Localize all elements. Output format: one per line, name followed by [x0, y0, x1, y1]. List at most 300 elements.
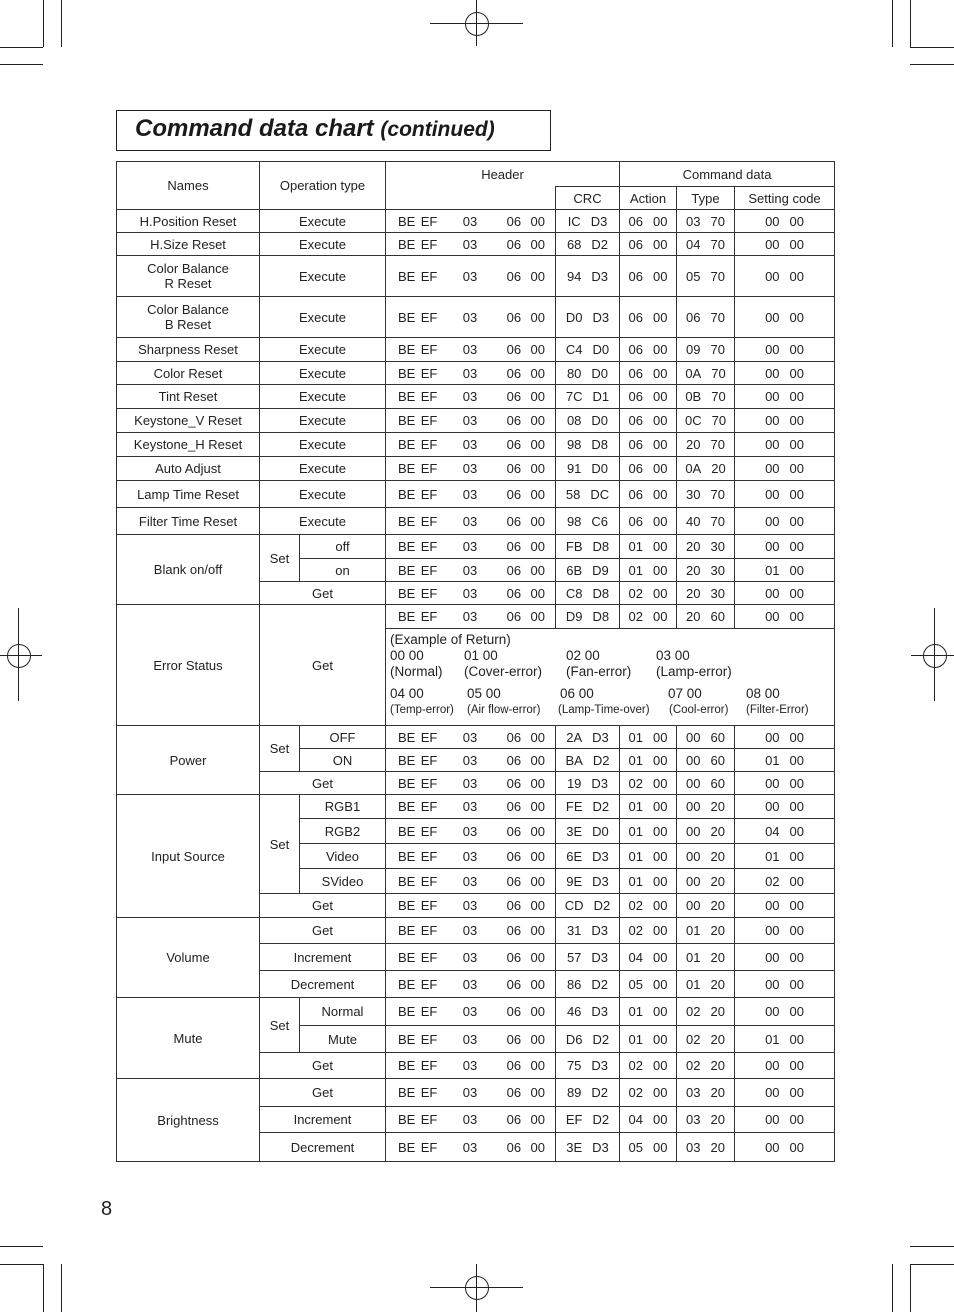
crc-cell-byte: D6 — [565, 1031, 583, 1047]
crc-cell-byte: D3 — [591, 268, 609, 284]
registration-mark — [476, 1264, 477, 1312]
setting-code-cell-byte: 00 — [789, 949, 804, 965]
type-cell — [677, 256, 735, 297]
hdr-byte: 03 — [462, 461, 478, 476]
row-name: Error Status — [153, 657, 223, 673]
type-cell-byte: 20 — [710, 848, 725, 864]
type-cell-byte: 20 — [686, 437, 701, 452]
hdr-byte: 00 — [530, 898, 545, 913]
action-cell — [620, 819, 677, 844]
crc-cell — [556, 409, 620, 433]
crc-cell — [556, 795, 620, 819]
type-cell-byte: 20 — [710, 799, 725, 814]
hdr-byte: 06 — [506, 609, 522, 624]
crc-cell-byte: D3 — [591, 923, 609, 938]
setting-code-cell-byte: 00 — [789, 799, 804, 814]
crc-cell-byte: 91 — [566, 461, 582, 476]
action-cell-byte: 01 — [628, 562, 644, 578]
crc-cell-byte: D3 — [591, 775, 609, 791]
hdr-byte: EF — [420, 609, 438, 624]
name-cell — [117, 535, 260, 605]
type-cell-byte: 00 — [686, 775, 701, 791]
header-bytes — [386, 457, 556, 481]
operation-cell: Execute — [260, 457, 386, 481]
header-bytes — [386, 605, 556, 629]
hdr-byte: 00 — [530, 342, 545, 357]
crop-mark — [910, 1264, 954, 1265]
name-cell — [117, 918, 260, 998]
setting-code-cell — [735, 535, 835, 559]
hdr-byte: 00 — [530, 585, 545, 601]
operation-cell: Execute — [260, 233, 386, 256]
hdr-byte: 00 — [530, 823, 545, 839]
type-cell — [677, 535, 735, 559]
crc-cell-byte: D0 — [565, 309, 583, 325]
setting-code-cell-byte: 00 — [789, 1004, 804, 1019]
type-cell — [677, 385, 735, 409]
type-cell — [677, 749, 735, 772]
hdr-byte: 03 — [462, 513, 478, 529]
command-table-wrapper — [116, 161, 834, 1162]
crc-cell-byte: D2 — [592, 1031, 610, 1047]
action-cell-byte: 06 — [628, 309, 644, 325]
type-cell-byte: 20 — [710, 923, 725, 938]
hdr-byte: 00 — [530, 389, 545, 404]
header-bytes — [386, 869, 556, 894]
crc-cell-byte: D0 — [591, 413, 609, 428]
sub-operation-cell: on — [300, 559, 386, 582]
crc-cell — [556, 605, 620, 629]
crc-cell-byte: D2 — [591, 1085, 609, 1100]
hdr-byte: BE — [398, 949, 416, 965]
crc-cell-byte: D9 — [565, 609, 583, 624]
action-cell-byte: 00 — [653, 539, 668, 554]
header-bytes — [386, 582, 556, 605]
hdr-byte: 03 — [462, 585, 478, 601]
row-name: Keystone_V Reset — [134, 413, 242, 428]
crc-cell — [556, 944, 620, 971]
header-bytes — [386, 409, 556, 433]
hdr-byte: EF — [420, 898, 438, 913]
crc-cell-byte: D3 — [592, 309, 610, 325]
hdr-byte: BE — [398, 976, 416, 992]
setting-code-cell-byte: 00 — [789, 539, 804, 554]
type-cell-byte: 05 — [686, 268, 701, 284]
action-cell-byte: 00 — [653, 729, 668, 745]
crc-cell — [556, 559, 620, 582]
crc-cell — [556, 582, 620, 605]
type-cell — [677, 1107, 735, 1133]
hdr-byte: BE — [398, 898, 416, 913]
type-cell-byte: 70 — [710, 309, 725, 325]
row-name: Tint Reset — [158, 389, 218, 404]
hdr-byte: 00 — [530, 848, 545, 864]
crc-cell-byte: 6E — [566, 848, 583, 864]
action-cell — [620, 1053, 677, 1079]
type-cell — [677, 508, 735, 535]
title-box — [116, 110, 551, 151]
type-cell — [677, 844, 735, 869]
crc-cell-byte: FE — [565, 799, 583, 814]
action-cell-byte: 02 — [628, 1058, 644, 1073]
type-cell-byte: 09 — [686, 342, 701, 357]
table-row — [117, 256, 835, 297]
registration-mark — [465, 12, 489, 36]
type-cell — [677, 233, 735, 256]
action-cell-byte: 01 — [628, 729, 644, 745]
hdr-byte: 06 — [506, 342, 522, 357]
header-type: Type — [677, 187, 735, 210]
action-cell-byte: 01 — [628, 799, 644, 814]
header-bytes — [386, 385, 556, 409]
hdr-byte: BE — [398, 1139, 416, 1155]
action-cell — [620, 894, 677, 918]
header-crc: CRC — [556, 187, 620, 210]
hdr-byte: EF — [420, 309, 438, 325]
crc-cell-byte: 19 — [566, 775, 582, 791]
table-row — [117, 918, 835, 944]
type-cell-byte: 20 — [710, 949, 725, 965]
setting-code-cell-byte: 00 — [789, 1112, 804, 1127]
hdr-byte: 00 — [530, 949, 545, 965]
setting-code-cell-byte: 00 — [765, 976, 780, 992]
hdr-byte: BE — [398, 923, 416, 938]
crc-cell-byte: C4 — [565, 342, 583, 357]
type-cell-byte: 70 — [710, 213, 725, 229]
action-cell-byte: 00 — [653, 342, 668, 357]
setting-code-cell-byte: 00 — [789, 437, 804, 452]
crc-cell — [556, 256, 620, 297]
hdr-byte: 03 — [462, 823, 478, 839]
setting-code-cell-byte: 00 — [765, 513, 780, 529]
hdr-byte: BE — [398, 389, 416, 404]
crc-cell — [556, 535, 620, 559]
type-cell-byte: 30 — [686, 486, 701, 502]
setting-code-cell-byte: 00 — [765, 486, 780, 502]
header-bytes — [386, 726, 556, 749]
hdr-byte: 03 — [462, 539, 478, 554]
hdr-byte: BE — [398, 513, 416, 529]
error-example-cell — [386, 629, 835, 726]
setting-code-cell-byte: 00 — [789, 848, 804, 864]
action-cell-byte: 00 — [653, 213, 668, 229]
hdr-byte: 03 — [462, 775, 478, 791]
type-cell — [677, 1026, 735, 1053]
hdr-byte: BE — [398, 486, 416, 502]
setting-code-cell-byte: 00 — [789, 389, 804, 404]
type-cell-byte: 70 — [710, 513, 725, 529]
hdr-byte: BE — [398, 1112, 416, 1127]
hdr-byte: EF — [420, 513, 438, 529]
hdr-byte: 03 — [462, 1031, 478, 1047]
hdr-byte: 06 — [506, 213, 522, 229]
type-cell-byte: 20 — [686, 585, 701, 601]
setting-code-cell-byte: 00 — [765, 1085, 780, 1100]
setting-code-cell-byte: 00 — [789, 823, 804, 839]
hdr-byte: 03 — [462, 898, 478, 913]
crc-cell-byte: D8 — [591, 437, 609, 452]
hdr-byte: 00 — [530, 309, 545, 325]
hdr-byte: BE — [398, 309, 416, 325]
title-main-text: Command data chart — [135, 115, 374, 142]
setting-code-cell — [735, 1053, 835, 1079]
hdr-byte: 03 — [462, 1139, 478, 1155]
action-cell — [620, 457, 677, 481]
header-bytes — [386, 256, 556, 297]
table-row — [117, 998, 835, 1026]
name-cell — [117, 233, 260, 256]
action-cell-byte: 00 — [653, 1004, 668, 1019]
action-cell-byte: 06 — [628, 486, 644, 502]
action-cell-byte: 05 — [628, 976, 644, 992]
type-cell — [677, 582, 735, 605]
row-name: H.Position Reset — [139, 213, 237, 229]
action-cell — [620, 998, 677, 1026]
hdr-byte: 06 — [506, 1139, 522, 1155]
table-row — [117, 433, 835, 457]
setting-code-cell — [735, 772, 835, 795]
error-name: (Air flow-error) — [467, 704, 541, 716]
setting-code-cell-byte: 00 — [765, 413, 780, 428]
hdr-byte: BE — [398, 799, 416, 814]
hdr-byte: BE — [398, 437, 416, 452]
header-bytes — [386, 1026, 556, 1053]
crop-mark — [910, 1264, 911, 1312]
crc-cell-byte: D2 — [591, 236, 609, 252]
operation-cell: Execute — [260, 508, 386, 535]
crc-cell-byte: 3E — [566, 1139, 583, 1155]
crc-cell — [556, 749, 620, 772]
type-cell-byte: 60 — [710, 609, 725, 624]
header-bytes — [386, 1107, 556, 1133]
hdr-byte: EF — [420, 268, 438, 284]
hdr-byte: EF — [420, 1139, 438, 1155]
setting-code-cell-byte: 00 — [789, 873, 804, 889]
hdr-byte: 06 — [506, 1085, 522, 1100]
decrement-cell: Decrement — [260, 1133, 386, 1162]
header-bytes — [386, 795, 556, 819]
crc-cell-byte: D3 — [591, 1004, 609, 1019]
hdr-byte: 03 — [462, 486, 478, 502]
header-names: Names — [117, 162, 260, 210]
get-cell: Get — [260, 605, 386, 726]
hdr-byte: EF — [420, 213, 438, 229]
crc-cell-byte: D2 — [593, 898, 611, 913]
action-cell-byte: 05 — [628, 1139, 644, 1155]
sub-operation-cell: ON — [300, 749, 386, 772]
crop-mark — [0, 1264, 43, 1265]
type-cell — [677, 457, 735, 481]
hdr-byte: 00 — [530, 873, 545, 889]
page-number: 8 — [101, 1198, 113, 1220]
hdr-byte: 03 — [462, 729, 478, 745]
name-cell — [117, 256, 260, 297]
type-cell-byte: 70 — [710, 268, 725, 284]
setting-code-cell — [735, 726, 835, 749]
type-cell — [677, 869, 735, 894]
hdr-byte: 03 — [462, 1004, 478, 1019]
setting-code-cell-byte: 00 — [789, 342, 804, 357]
hdr-byte: EF — [420, 585, 438, 601]
header-setting-code: Setting code — [735, 187, 835, 210]
setting-code-cell-byte: 00 — [789, 923, 804, 938]
hdr-byte: 00 — [530, 1112, 545, 1127]
error-code: 06 00 — [560, 686, 594, 701]
crc-cell — [556, 998, 620, 1026]
header-bytes — [386, 998, 556, 1026]
error-name: (Lamp-error) — [656, 664, 732, 679]
type-cell-byte: 0A — [685, 365, 702, 381]
hdr-byte: 00 — [530, 729, 545, 745]
hdr-byte: EF — [420, 1004, 438, 1019]
type-cell-byte: 00 — [686, 823, 701, 839]
type-cell-byte: 20 — [710, 1085, 725, 1100]
hdr-byte: EF — [420, 486, 438, 502]
hdr-byte: 00 — [530, 1139, 545, 1155]
header-action: Action — [620, 187, 677, 210]
type-cell-byte: 70 — [711, 413, 727, 428]
increment-cell: Increment — [260, 944, 386, 971]
type-cell-byte: 00 — [686, 799, 701, 814]
crc-cell — [556, 508, 620, 535]
type-cell — [677, 210, 735, 233]
row-name: Brightness — [157, 1112, 219, 1128]
action-cell-byte: 00 — [653, 799, 668, 814]
hdr-byte: 03 — [462, 848, 478, 864]
setting-code-cell — [735, 297, 835, 338]
action-cell-byte: 00 — [653, 585, 668, 601]
action-cell — [620, 869, 677, 894]
error-code: 07 00 — [668, 686, 702, 701]
action-cell-byte: 01 — [628, 873, 644, 889]
setting-code-cell-byte: 00 — [765, 236, 780, 252]
hdr-byte: 00 — [530, 213, 545, 229]
hdr-byte: 03 — [462, 609, 478, 624]
name-cell — [117, 210, 260, 233]
hdr-byte: 06 — [506, 1058, 522, 1073]
action-cell-byte: 00 — [653, 1139, 668, 1155]
error-code: 00 00 — [390, 648, 424, 663]
setting-code-cell-byte: 00 — [789, 365, 804, 381]
header-header: Header — [386, 162, 620, 187]
header-bytes — [386, 433, 556, 457]
action-cell-byte: 01 — [628, 539, 644, 554]
action-cell-byte: 01 — [628, 823, 644, 839]
setting-code-cell — [735, 457, 835, 481]
type-cell — [677, 971, 735, 998]
crc-cell-byte: D3 — [590, 213, 608, 229]
hdr-byte: 00 — [530, 799, 545, 814]
setting-code-cell-byte: 01 — [765, 752, 780, 768]
hdr-byte: 00 — [530, 461, 545, 476]
type-cell-byte: 0A — [685, 461, 702, 476]
crc-cell-byte: D0 — [591, 365, 609, 381]
action-cell-byte: 00 — [653, 562, 668, 578]
header-header-spacer — [386, 187, 556, 210]
hdr-byte: 03 — [462, 1058, 478, 1073]
hdr-byte: BE — [398, 236, 416, 252]
row-name: Input Source — [151, 848, 225, 864]
hdr-byte: 00 — [530, 437, 545, 452]
header-bytes — [386, 481, 556, 508]
setting-code-cell-byte: 00 — [765, 949, 780, 965]
hdr-byte: 00 — [530, 609, 545, 624]
action-cell-byte: 00 — [653, 609, 668, 624]
crc-cell — [556, 338, 620, 362]
setting-code-cell-byte: 00 — [765, 268, 780, 284]
setting-code-cell — [735, 210, 835, 233]
error-name: (Filter-Error) — [746, 704, 809, 716]
crc-cell-byte: 9E — [566, 873, 583, 889]
type-cell-byte: 02 — [686, 1004, 701, 1019]
setting-code-cell — [735, 338, 835, 362]
crc-cell-byte: IC — [567, 213, 581, 229]
get-cell: Get — [260, 772, 386, 795]
action-cell-byte: 00 — [653, 268, 668, 284]
row-name: Auto Adjust — [155, 461, 221, 476]
type-cell-byte: 02 — [686, 1058, 701, 1073]
setting-code-cell-byte: 00 — [789, 1058, 804, 1073]
setting-code-cell-byte: 00 — [765, 1004, 780, 1019]
registration-mark — [430, 1287, 523, 1288]
hdr-byte: 00 — [530, 1058, 545, 1073]
setting-code-cell-byte: 00 — [765, 389, 780, 404]
hdr-byte: EF — [420, 1058, 438, 1073]
type-cell — [677, 559, 735, 582]
crc-cell-byte: 68 — [566, 236, 582, 252]
error-name: (Cover-error) — [464, 664, 543, 679]
type-cell-byte: 04 — [686, 236, 701, 252]
hdr-byte: 06 — [506, 848, 522, 864]
hdr-byte: 00 — [530, 268, 545, 284]
setting-code-cell-byte: 00 — [765, 213, 780, 229]
type-cell-byte: 00 — [686, 729, 701, 745]
hdr-byte: 03 — [462, 365, 478, 381]
hdr-byte: 06 — [506, 365, 522, 381]
type-cell-byte: 40 — [686, 513, 701, 529]
get-cell: Get — [260, 582, 386, 605]
header-bytes — [386, 971, 556, 998]
action-cell-byte: 00 — [653, 389, 668, 404]
hdr-byte: EF — [420, 752, 438, 768]
row-name-2: R Reset — [164, 276, 212, 291]
action-cell-byte: 01 — [628, 752, 644, 768]
crc-cell — [556, 481, 620, 508]
hdr-byte: 00 — [530, 486, 545, 502]
table-row — [117, 233, 835, 256]
setting-code-cell-byte: 01 — [765, 562, 780, 578]
name-cell — [117, 338, 260, 362]
decrement-cell: Decrement — [260, 971, 386, 998]
setting-code-cell — [735, 233, 835, 256]
type-cell — [677, 998, 735, 1026]
get-cell: Get — [260, 894, 386, 918]
crc-cell-byte: D8 — [592, 585, 610, 601]
setting-code-cell-byte: 00 — [765, 729, 780, 745]
hdr-byte: 00 — [530, 413, 545, 428]
action-cell-byte: 00 — [653, 1085, 668, 1100]
row-name: Color Reset — [153, 365, 223, 381]
row-name: Filter Time Reset — [138, 513, 238, 529]
header-bytes — [386, 233, 556, 256]
type-cell-byte: 02 — [686, 1031, 701, 1047]
type-cell-byte: 30 — [710, 562, 725, 578]
crc-cell-byte: 86 — [566, 976, 582, 992]
row-name-2: B Reset — [164, 317, 212, 332]
crc-cell-byte: C6 — [591, 513, 609, 529]
hdr-byte: 06 — [506, 799, 522, 814]
action-cell-byte: 00 — [653, 1112, 668, 1127]
